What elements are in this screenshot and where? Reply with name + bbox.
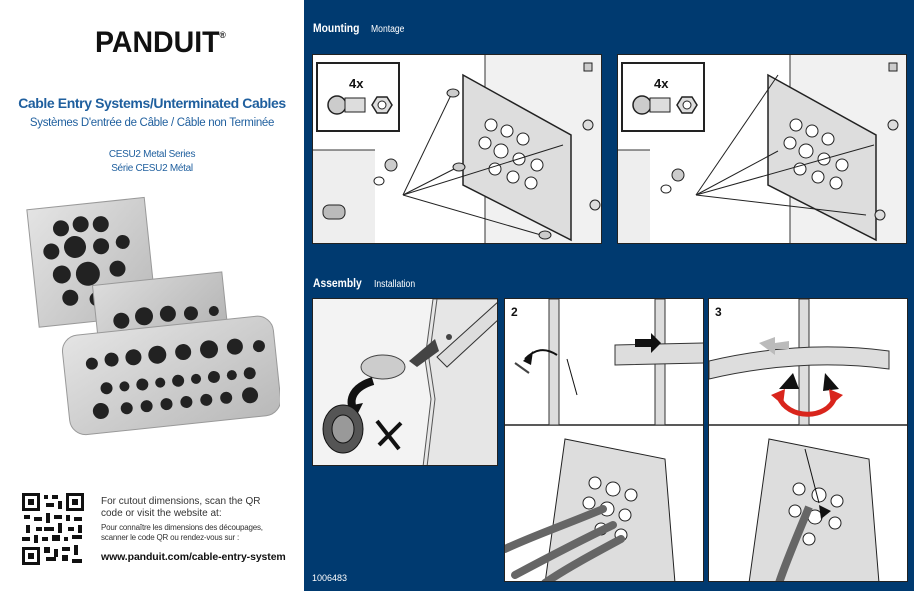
title-english: Cable Entry Systems/Unterminated Cables <box>18 95 286 111</box>
mounting-illustration-1 <box>313 55 602 244</box>
series-french: Série CESU2 Métal <box>111 163 193 174</box>
document-number: 1006483 <box>312 573 348 583</box>
mounting-qty-label-1: 4x <box>349 76 364 91</box>
scan-instructions-french: Pour connaître les dimensions des découpages, scanner le code QR ou rendez-vous sur : <box>101 523 263 542</box>
qr-code[interactable] <box>22 493 84 565</box>
mounting-illustration-2 <box>618 55 907 244</box>
assembly-step-2 <box>504 298 704 582</box>
assembly-subtitle: Installation <box>374 279 416 290</box>
series-english: CESU2 Metal Series <box>108 149 196 160</box>
mounting-step-2 <box>617 54 907 244</box>
assembly-step-3 <box>708 298 908 582</box>
website-link[interactable]: www.panduit.com/cable-entry-system <box>101 551 286 563</box>
mounting-qty-label-2: 4x <box>654 76 669 91</box>
step-number-2: 2 <box>511 305 518 319</box>
assembly-title: Assembly <box>313 276 362 290</box>
assembly-illustration-3 <box>709 299 908 582</box>
product-photo <box>25 195 280 450</box>
assembly-step-1 <box>312 298 498 466</box>
mounting-step-1 <box>312 54 602 244</box>
title-french: Systèmes D'entrée de Câble / Câble non Terminée <box>29 117 275 129</box>
scan-instructions-english: For cutout dimensions, scan the QR code or visit the website at: <box>101 496 261 519</box>
mounting-title: Mounting <box>313 21 360 35</box>
step-number-3: 3 <box>715 305 722 319</box>
panduit-logo: PANDUIT® <box>95 26 226 59</box>
cover-panel <box>0 0 304 591</box>
instructions-panel <box>304 0 914 591</box>
assembly-illustration-1 <box>313 299 498 466</box>
assembly-illustration-2 <box>505 299 704 582</box>
mounting-subtitle: Montage <box>371 24 405 35</box>
